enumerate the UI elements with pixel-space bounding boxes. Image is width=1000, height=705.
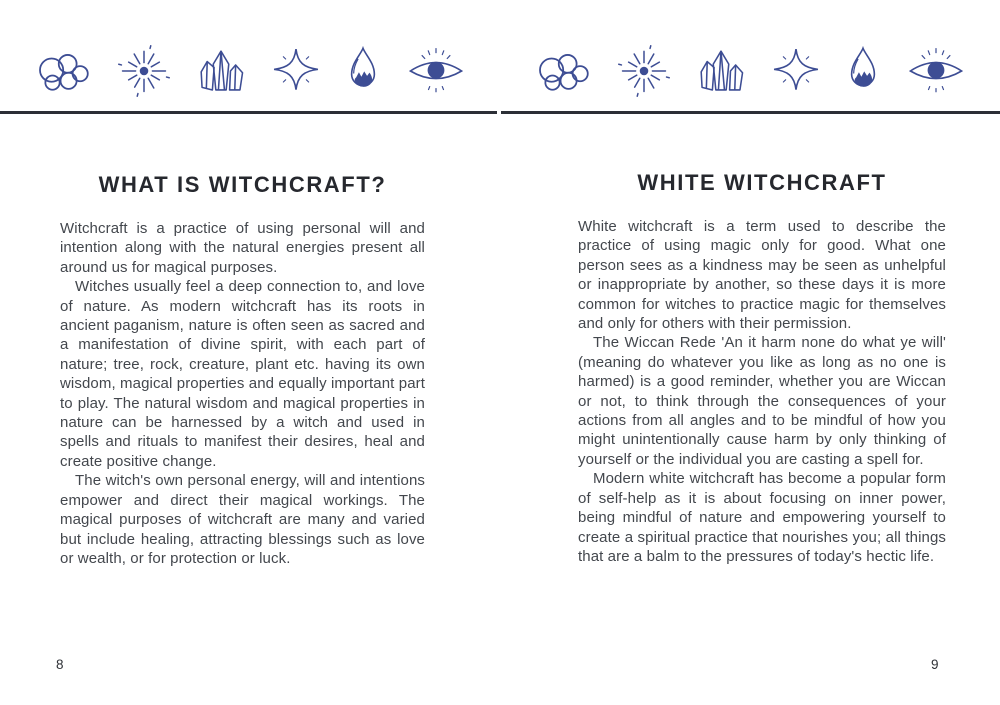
paragraph: White witchcraft is a term used to describe the practice of using magic only for good. What one person sees as a kindness may be seen as unhelpful or inappropriate by another, so these days it is more common for witches to practice magic for themselves and only for others with their permission.	[578, 218, 946, 333]
cloud-icon	[532, 46, 598, 96]
header-rule-right	[501, 111, 1000, 114]
header-rule-left	[0, 111, 497, 114]
paragraph: Witchcraft is a practice of using personal will and intention along with the natural energies present all around us for magical purposes.	[60, 220, 425, 276]
crystals-icon	[690, 46, 752, 96]
flame-icon	[840, 45, 886, 97]
page-title: WHITE WITCHCRAFT	[637, 170, 887, 195]
icon-row-right-page	[500, 40, 1000, 102]
paragraph: The Wiccan Rede 'An it harm none do what ye will' (meaning do whatever you like as long as no one is harmed) is a good reminder, whether you are Wiccan or not, to think through the consequences of your actions from all angles and to be mindful of how you might unintentionally cause harm by only thinking of yourself or the individual you are casting a spell for.	[578, 334, 946, 468]
eye-icon	[904, 47, 968, 95]
body-text	[578, 217, 946, 566]
page-number-left: 8	[56, 657, 64, 672]
left-page-column	[60, 172, 425, 568]
sparkle-star-icon	[270, 43, 322, 99]
flame-icon	[340, 45, 386, 97]
icon-row-left-page	[0, 40, 500, 102]
crystals-icon	[190, 46, 252, 96]
sparkle-star-icon	[770, 43, 822, 99]
page-title: WHAT IS WITCHCRAFT?	[98, 172, 387, 197]
decorative-icon-band	[0, 40, 1000, 102]
paragraph: Modern white witchcraft has become a popular form of self-help as it is about focusing on inner power, being mindful of nature and empowering yourself to create a spiritual practice that nourishes you; all things that are a balm to the pressures of today's hectic life.	[578, 470, 946, 565]
sunburst-icon	[616, 43, 672, 99]
cloud-icon	[32, 46, 98, 96]
sunburst-icon	[116, 43, 172, 99]
eye-icon	[404, 47, 468, 95]
body-text	[60, 219, 425, 568]
page-number-right: 9	[931, 657, 939, 672]
paragraph: The witch's own personal energy, will and intentions empower and direct their magical workings. The magical purposes of witchcraft are many and varied but include healing, attracting blessings such as love or wealth, or for protection or luck.	[60, 472, 425, 567]
paragraph: Witches usually feel a deep connection to, and love of nature. As modern witchcraft has its roots in ancient paganism, nature is often seen as sacred and a manifestation of divine spirit, with each part of nature; tree, rock, creature, plant etc. having its own wisdom, magical properties and equally important part to play. The natural wisdom and magical properties in nature can be harnessed by a witch and used in spells and rituals to manifest their desires, heal and create positive change.	[60, 278, 425, 470]
right-page-column	[578, 170, 946, 566]
